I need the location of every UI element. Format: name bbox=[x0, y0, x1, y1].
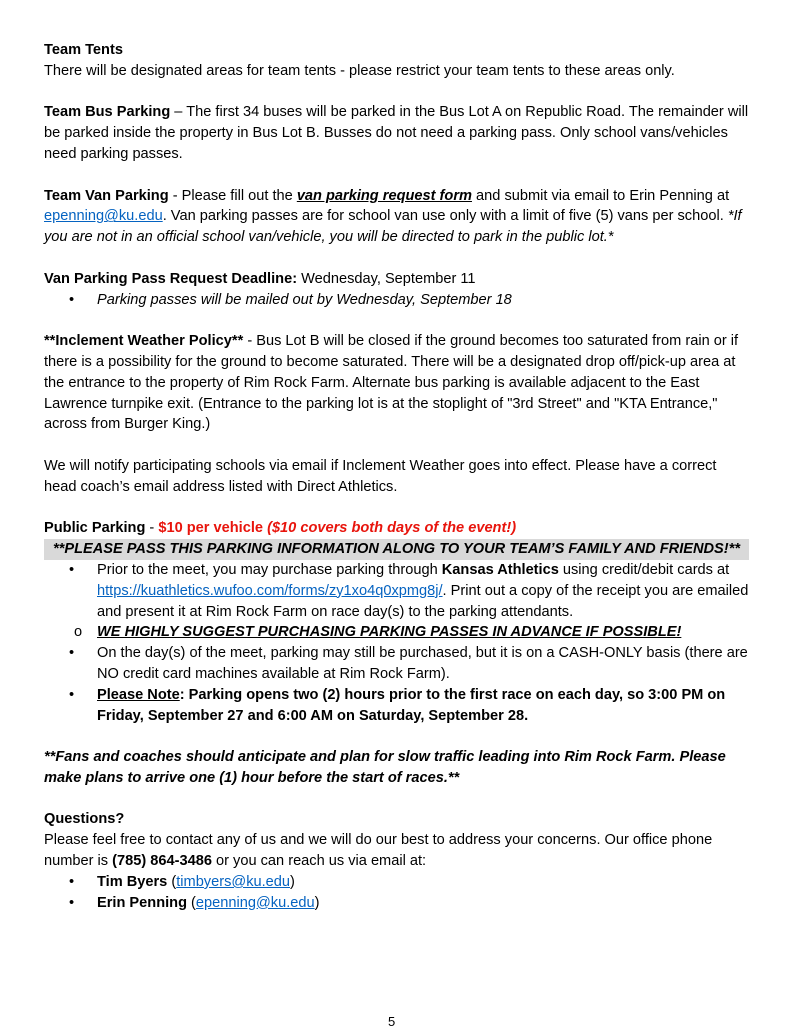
paren-open: ( bbox=[187, 894, 196, 911]
bus-parking-section bbox=[44, 102, 749, 164]
questions-text-1: Please feel free to contact any of us and we will do our best to address your concerns. Our office phone number is bbox=[44, 832, 713, 870]
public-parking-list bbox=[44, 560, 749, 622]
bullet-icon: • bbox=[69, 894, 75, 911]
list-item bbox=[44, 893, 749, 914]
circle-bullet-icon: o bbox=[74, 624, 83, 641]
contact-email-link[interactable]: timbyers@ku.edu bbox=[176, 873, 291, 890]
bullet-icon: • bbox=[69, 561, 75, 578]
bullet-icon: • bbox=[69, 645, 75, 662]
questions-section bbox=[44, 809, 749, 913]
please-note-label: Please Note bbox=[97, 686, 180, 703]
van-parking-email-link[interactable]: epenning@ku.edu bbox=[44, 208, 163, 225]
purchase-text-1: Prior to the meet, you may purchase parking through bbox=[97, 561, 442, 578]
fans-note: **Fans and coaches should anticipate and plan for slow traffic leading into Rim Rock Farm. Please make plans to arrive one (1) hour before the start of races.** bbox=[44, 749, 726, 786]
contact-name: Tim Byers bbox=[97, 873, 168, 890]
bus-parking-text: – The first 34 buses will be parked in the Bus Lot A on Republic Road. The remainder will be parked inside the property in Bus Lot B. Busses do not need a parking pass. Only school vans/vehicles need parking passes. bbox=[44, 104, 749, 162]
van-parking-form-link[interactable]: van parking request form bbox=[296, 187, 472, 204]
list-item bbox=[44, 560, 749, 622]
deadline-bullet-text: Parking passes will be mailed out by Wednesday, September 18 bbox=[97, 291, 512, 308]
deadline-section bbox=[44, 269, 749, 311]
page-number: 5 bbox=[388, 1014, 396, 1029]
fans-note-section bbox=[44, 747, 749, 789]
paren-open: ( bbox=[167, 873, 177, 890]
team-tents-text: There will be designated areas for team tents - please restrict your team tents to these areas only. bbox=[44, 62, 675, 79]
van-parking-text-1: - Please fill out the bbox=[168, 187, 297, 204]
questions-text-2: or you can reach us via email at: bbox=[211, 853, 427, 870]
inclement-heading: **Inclement Weather Policy** bbox=[44, 333, 244, 350]
public-parking-sep: - bbox=[145, 520, 159, 537]
contact-name: Erin Penning bbox=[97, 894, 187, 911]
deadline-date: Wednesday, September 11 bbox=[297, 270, 476, 287]
van-parking-section bbox=[44, 186, 749, 248]
sub-list-item bbox=[44, 622, 749, 643]
notify-text: We will notify participating schools via email if Inclement Weather goes into effect. Please have a correct head coach’s email address listed with Direct Athletics. bbox=[44, 457, 717, 495]
list-item bbox=[44, 643, 749, 685]
paren-close: ) bbox=[314, 894, 320, 911]
public-parking-heading: Public Parking bbox=[44, 520, 146, 537]
public-parking-section bbox=[44, 518, 749, 726]
pass-along-banner: **PLEASE PASS THIS PARKING INFORMATION ALONG TO YOUR TEAM’S FAMILY AND FRIENDS!** bbox=[44, 539, 749, 560]
team-tents-heading: Team Tents bbox=[44, 42, 123, 58]
purchase-text-2: using credit/debit cards at bbox=[558, 561, 730, 578]
purchase-text-3: . Print out a copy of the receipt you are emailed and present it at Rim Rock Farm on race day(s) to the parking attendants. bbox=[97, 582, 749, 620]
van-parking-text-3: . Van parking passes are for school van use only with a limit of five (5) vans per school. bbox=[162, 208, 728, 225]
cash-only-text: On the day(s) of the meet, parking may still be purchased, but it is on a CASH-ONLY basis (there are NO credit card machines available at Rim Rock Farm). bbox=[97, 645, 748, 682]
inclement-section bbox=[44, 331, 749, 435]
document-page bbox=[44, 40, 749, 913]
deadline-list bbox=[44, 290, 749, 311]
deadline-heading: Van Parking Pass Request Deadline: bbox=[44, 270, 298, 287]
kansas-athletics-label: Kansas Athletics bbox=[441, 561, 559, 578]
wufoo-parking-link[interactable]: https://kuathletics.wufoo.com/forms/zy1xo4q0xpmg8j/ bbox=[97, 582, 443, 599]
bullet-icon: • bbox=[69, 686, 75, 703]
team-tents-section bbox=[44, 40, 749, 82]
parking-hours-text: : Parking opens two (2) hours prior to the first race on each day, so 3:00 PM on Friday, September 27 and 6:00 AM on Saturday, September 28. bbox=[97, 686, 726, 724]
notify-section bbox=[44, 456, 749, 498]
bus-parking-heading: Team Bus Parking bbox=[44, 104, 171, 121]
public-parking-price-note: ($10 covers both days of the event!) bbox=[263, 520, 517, 537]
office-phone: (785) 864-3486 bbox=[112, 853, 212, 870]
questions-heading: Questions? bbox=[44, 811, 125, 828]
public-parking-price: $10 per vehicle bbox=[158, 520, 264, 537]
van-parking-text-2: and submit via email to Erin Penning at bbox=[471, 187, 730, 204]
list-item bbox=[44, 872, 749, 893]
bullet-icon: • bbox=[69, 291, 75, 308]
bullet-icon: • bbox=[69, 873, 75, 890]
inclement-text: - Bus Lot B will be closed if the ground becomes too saturated from rain or if there is a possibility for the ground to become saturated. There will be a designated drop off/pick-up area at the entrance to the property of Rim Rock Farm. Alternate bus parking is available adjacent to the East Lawrence turnpike exit. (Entrance to the parking lot is at the stoplight of "3rd Street" and "KTA Entrance," across from Burger King.) bbox=[44, 333, 739, 433]
contact-email-link[interactable]: epenning@ku.edu bbox=[195, 894, 315, 911]
van-parking-italic-note: *If you are not in an official school van/vehicle, you will be directed to park in the public lot.* bbox=[44, 208, 742, 246]
paren-close: ) bbox=[290, 873, 295, 890]
contact-list bbox=[44, 872, 749, 914]
list-item bbox=[44, 685, 749, 727]
public-parking-list-2 bbox=[44, 643, 749, 726]
advance-purchase-note: WE HIGHLY SUGGEST PURCHASING PARKING PASSES IN ADVANCE IF POSSIBLE! bbox=[97, 624, 682, 641]
van-parking-heading: Team Van Parking bbox=[44, 187, 169, 204]
list-item bbox=[44, 290, 749, 311]
